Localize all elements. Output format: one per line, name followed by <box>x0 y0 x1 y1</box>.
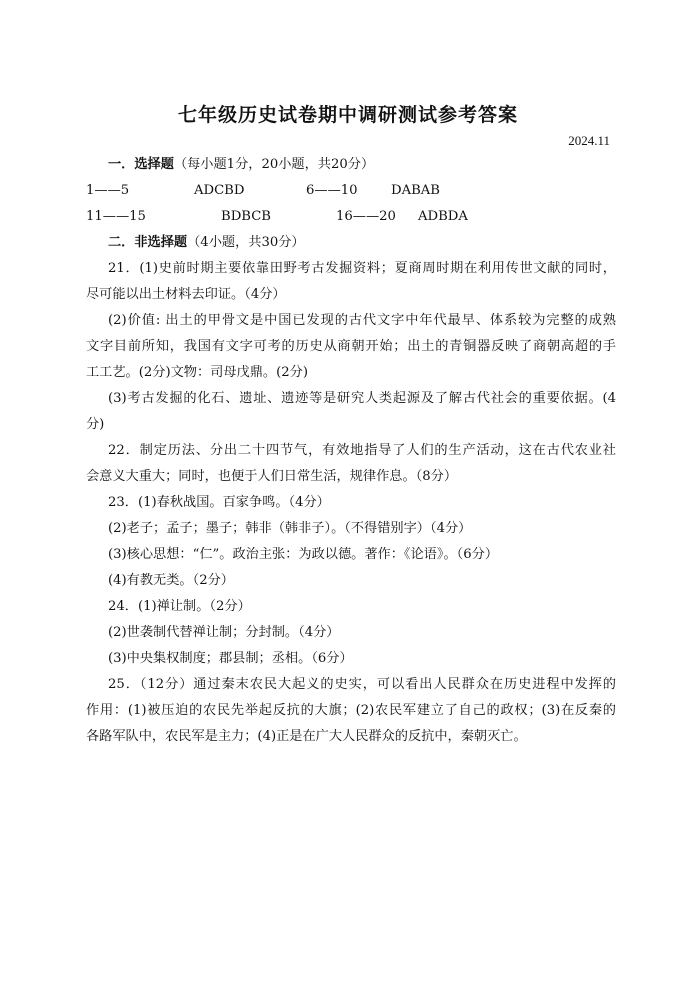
answer-line: 工工艺。(2分)文物：司母戊鼎。(2分) <box>86 365 308 380</box>
answer-line: (2)价值: 出土的甲骨文是中国已发现的古代文字中年代最早、体系较为完整的成熟 <box>108 313 616 328</box>
answer-letters: ADCBD <box>194 183 245 198</box>
answer-line: 23．(1)春秋战国。百家争鸣。（4分） <box>108 495 330 510</box>
answer-line: (2)世袭制代替禅让制；分封制。（4分） <box>108 625 340 640</box>
answer-range: 11——15 <box>86 209 146 224</box>
answer-line: (4)有教无类。（2分） <box>108 573 234 588</box>
answer-line: 尽可能以出土材料去印证。（4分） <box>86 287 286 302</box>
answer-row <box>86 208 616 226</box>
answer-line: (2)老子；孟子；墨子；韩非（韩非子）。（不得错别字）（4分） <box>108 521 472 536</box>
answer-line: 21．(1)史前时期主要依靠田野考古发掘资料；夏商周时期在利用传世文献的同时， <box>108 261 616 276</box>
answer-line: 25．（12分）通过秦末农民大起义的史实，可以看出人民群众在历史进程中发挥的 <box>108 677 616 692</box>
answer-line: 22．制定历法、分出二十四节气，有效地指导了人们的生产活动，这在古代农业社 <box>108 443 616 458</box>
answer-range: 6——10 <box>306 183 358 198</box>
section1-header <box>108 156 616 174</box>
answer-line: 各路军队中，农民军是主力；(4)正是在广大人民群众的反抗中，秦朝灭亡。 <box>86 729 527 744</box>
section2-header <box>108 234 616 252</box>
answer-letters: DABAB <box>391 183 441 198</box>
section2-note: （4小题，共30分） <box>187 235 305 250</box>
answer-line: 分) <box>86 417 105 432</box>
answer-line: 24．(1)禅让制。（2分） <box>108 599 251 614</box>
answer-line: (3)中央集权制度；郡县制；丞相。（6分） <box>108 651 353 666</box>
answer-range: 16——20 <box>336 209 396 224</box>
page-title: 七年级历史试卷期中调研测试参考答案 <box>177 104 518 126</box>
document-date: 2024.11 <box>568 133 610 148</box>
answer-line: 文字目前所知，我国有文字可考的历史从商朝开始；出土的青铜器反映了商朝高超的手 <box>86 339 616 354</box>
answer-range: 1——5 <box>86 183 130 198</box>
answer-line: 会意义大重大；同时，也便于人们日常生活，规律作息。（8分） <box>86 469 458 484</box>
answer-line: 作用：(1)被压迫的农民先举起反抗的大旗；(2)农民军建立了自己的政权；(3)在反秦的 <box>86 703 616 718</box>
section1-heading: 一．选择题 <box>108 157 174 172</box>
answer-line: (3)核心思想：“仁”。政治主张：为政以德。著作：《论语》。（6分） <box>108 547 499 562</box>
answer-row <box>86 182 616 200</box>
answer-letters: BDBCB <box>221 209 271 224</box>
answer-letters: ADBDA <box>418 209 468 224</box>
section1-note: （每小题1分，20小题，共20分） <box>173 157 375 172</box>
answer-line: (3)考古发掘的化石、遗址、遗迹等是研究人类起源及了解古代社会的重要依据。(4 <box>108 391 616 406</box>
section2-heading: 二．非选择题 <box>108 235 188 250</box>
